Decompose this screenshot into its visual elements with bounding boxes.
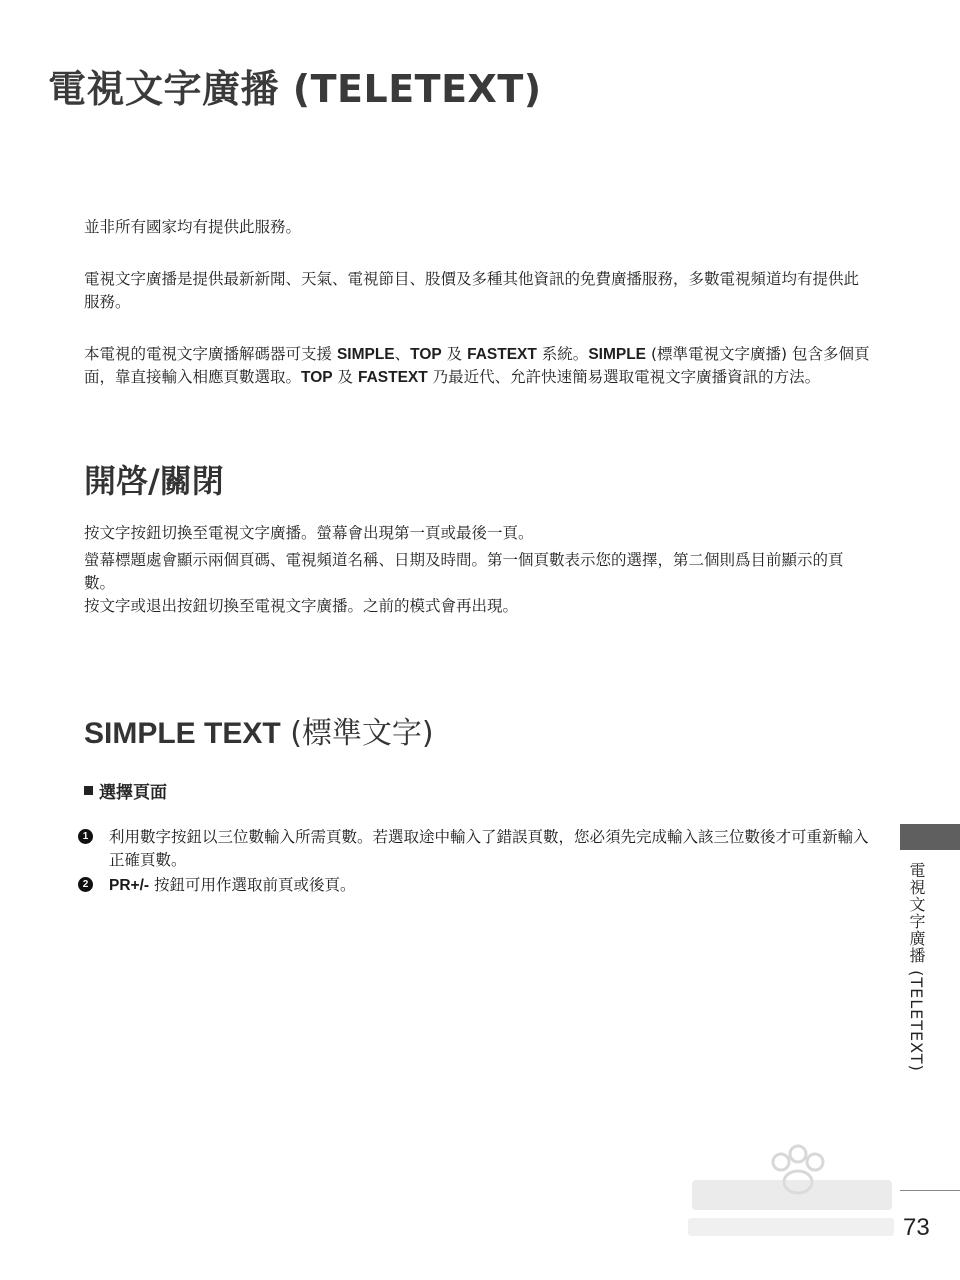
step-1 [78,826,878,872]
section-heading-simple-text: SIMPLE TEXT (標準文字) [84,716,434,751]
section-heading-open-close: 開啓/關閉 [84,462,224,500]
intro-paragraph-3: 本電視的電視文字廣播解碼器可支援 SIMPLE、TOP 及 FASTEXT 系統。SIMPLE (標準電視文字廣播) 包含多個頁面，靠直接輸入相應頁數選取。TOP 及 FASTEXT 乃最近代、允許快速簡易選取電視文字廣播資訊的方法。 [84,345,870,386]
subheading-label: 選擇頁面 [99,783,167,803]
side-section-label: 電視文字廣播 (TELETEXT) [907,862,926,1072]
intro-paragraph-2: 電視文字廣播是提供最新新聞、天氣、電視節目、股價及多種其他資訊的免費廣播服務，多數電視頻道均有提供此服務。 [84,270,860,311]
step-2-text: PR+/- 按鈕可用作選取前頁或後頁。 [109,876,356,894]
step-number-badge: 2 [78,877,93,892]
watermark-logo [686,1140,896,1245]
intro-paragraph-1: 並非所有國家均有提供此服務。 [84,218,302,236]
subheading-select-page [84,778,167,803]
page-number: 73 [903,1214,930,1241]
open-close-line-3: 按文字或退出按鈕切換至電視文字廣播。之前的模式會再出現。 [84,597,519,615]
open-close-line-2: 螢幕標題處會顯示兩個頁碼、電視頻道名稱、日期及時間。第一個頁數表示您的選擇，第二個則爲目前顯示的頁數。 [84,551,844,592]
step-number-badge: 1 [78,829,93,844]
step-2 [78,874,878,897]
page-title: 電視文字廣播 (TELETEXT) [48,67,542,111]
footer-rule [900,1190,960,1191]
step-1-text: 利用數字按鈕以三位數輸入所需頁數。若選取途中輸入了錯誤頁數，您必須先完成輸入該三位數後才可重新輸入正確頁數。 [109,828,869,869]
side-tab-marker [900,824,960,850]
open-close-line-1: 按文字按鈕切換至電視文字廣播。螢幕會出現第一頁或最後一頁。 [84,524,534,542]
square-bullet-icon [84,786,93,795]
